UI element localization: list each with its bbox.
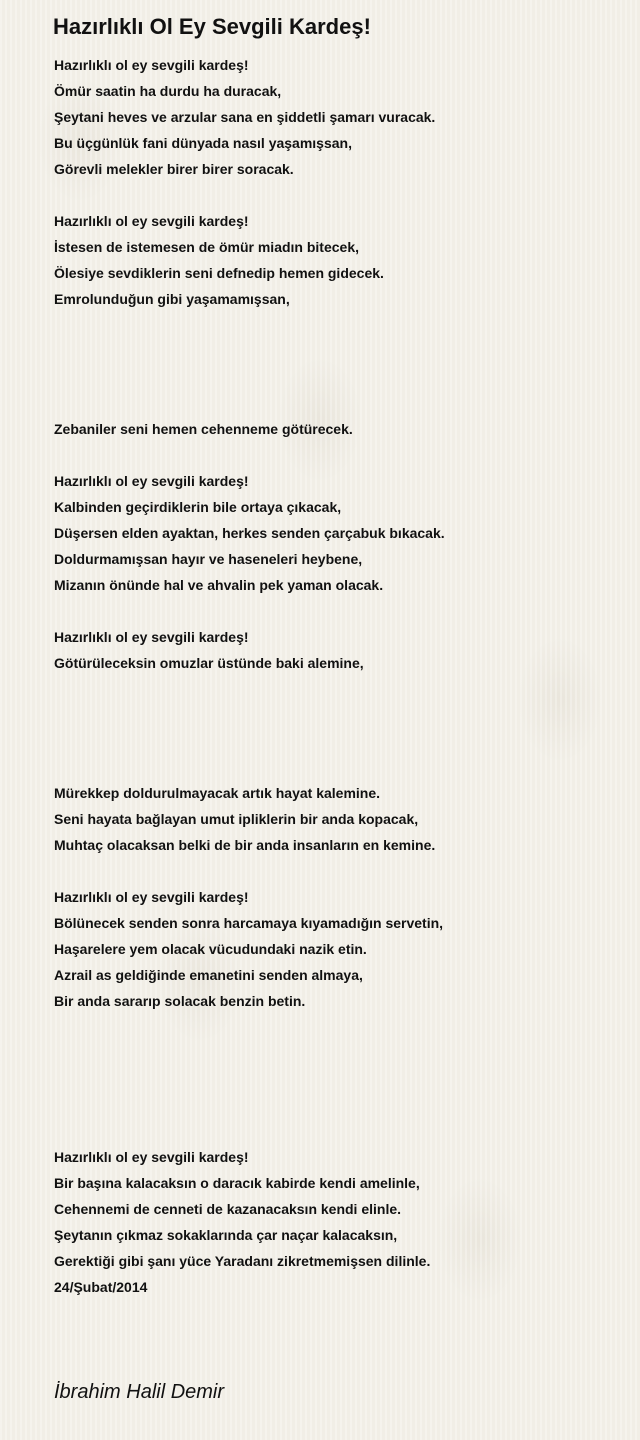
poem-line: Muhtaç olacaksan belki de bir anda insanların en kemine. [54, 837, 436, 853]
poem-line: Emrolunduğun gibi yaşamamışsan, [54, 291, 290, 307]
poem-line: Bir başına kalacaksın o daracık kabirde kendi amelinle, [54, 1175, 420, 1191]
poem-line: Düşersen elden ayaktan, herkes senden çarçabuk bıkacak. [54, 525, 445, 541]
blank-line [54, 858, 624, 884]
poem-line: Ömür saatin ha durdu ha duracak, [54, 83, 282, 99]
poem-line: Bu üçgünlük fani dünyada nasıl yaşamışsan, [54, 135, 352, 151]
poem-line: Hazırlıklı ol ey sevgili kardeş! [54, 473, 249, 489]
poem-line: Zebaniler seni hemen cehenneme götürecek. [54, 421, 353, 437]
poem-date: 24/Şubat/2014 [54, 1279, 148, 1295]
blank-line [54, 1066, 624, 1092]
blank-line [54, 1092, 624, 1118]
poem-line: Şeytani heves ve arzular sana en şiddetli şamarı vuracak. [54, 109, 436, 125]
poem-line: Kalbinden geçirdiklerin bile ortaya çıkacak, [54, 499, 342, 515]
blank-line [54, 728, 624, 754]
blank-line [54, 598, 624, 624]
poem-line: Şeytanın çıkmaz sokaklarında çar naçar kalacaksın, [54, 1227, 398, 1243]
poem-title: Hazırlıklı Ol Ey Sevgili Kardeş! [53, 14, 371, 39]
poem-line: Doldurmamışsan hayır ve haseneleri heybene, [54, 551, 363, 567]
blank-line [54, 676, 624, 702]
blank-line [54, 1014, 624, 1040]
blank-line [54, 1040, 624, 1066]
poem-line: Hazırlıklı ol ey sevgili kardeş! [54, 57, 249, 73]
blank-line [54, 364, 624, 390]
poem-body [54, 52, 624, 1300]
poem-line: Görevli melekler birer birer soracak. [54, 161, 294, 177]
poem-line: Bölünecek senden sonra harcamaya kıyamadığın servetin, [54, 915, 444, 931]
blank-line [54, 182, 624, 208]
poem-line: Ölesiye sevdiklerin seni defnedip hemen gidecek. [54, 265, 384, 281]
poem-line: Haşarelere yem olacak vücudundaki nazik etin. [54, 941, 367, 957]
blank-line [54, 390, 624, 416]
poem-line: Götürüleceksin omuzlar üstünde baki alemine, [54, 655, 364, 671]
blank-line [54, 312, 624, 338]
poem-line: Hazırlıklı ol ey sevgili kardeş! [54, 213, 249, 229]
blank-line [54, 442, 624, 468]
poem-line: Hazırlıklı ol ey sevgili kardeş! [54, 1149, 249, 1165]
author-name: İbrahim Halil Demir [54, 1381, 225, 1403]
poem-line: Mürekkep doldurulmayacak artık hayat kalemine. [54, 785, 381, 801]
poem-line: Hazırlıklı ol ey sevgili kardeş! [54, 889, 249, 905]
poem-line: Seni hayata bağlayan umut ipliklerin bir anda kopacak, [54, 811, 419, 827]
blank-line [54, 1118, 624, 1144]
poem-line: İstesen de istemesen de ömür miadın bitecek, [54, 239, 359, 255]
poem-line: Bir anda sararıp solacak benzin betin. [54, 993, 306, 1009]
poem-line: Cehennemi de cenneti de kazanacaksın kendi elinle. [54, 1201, 402, 1217]
blank-line [54, 754, 624, 780]
poem-line: Hazırlıklı ol ey sevgili kardeş! [54, 629, 249, 645]
poem-line: Gerektiği gibi şanı yüce Yaradanı zikretmemişsen dilinle. [54, 1253, 431, 1269]
blank-line [54, 702, 624, 728]
blank-line [54, 338, 624, 364]
poem-line: Mizanın önünde hal ve ahvalin pek yaman olacak. [54, 577, 384, 593]
poem-line: Azrail as geldiğinde emanetini senden almaya, [54, 967, 363, 983]
